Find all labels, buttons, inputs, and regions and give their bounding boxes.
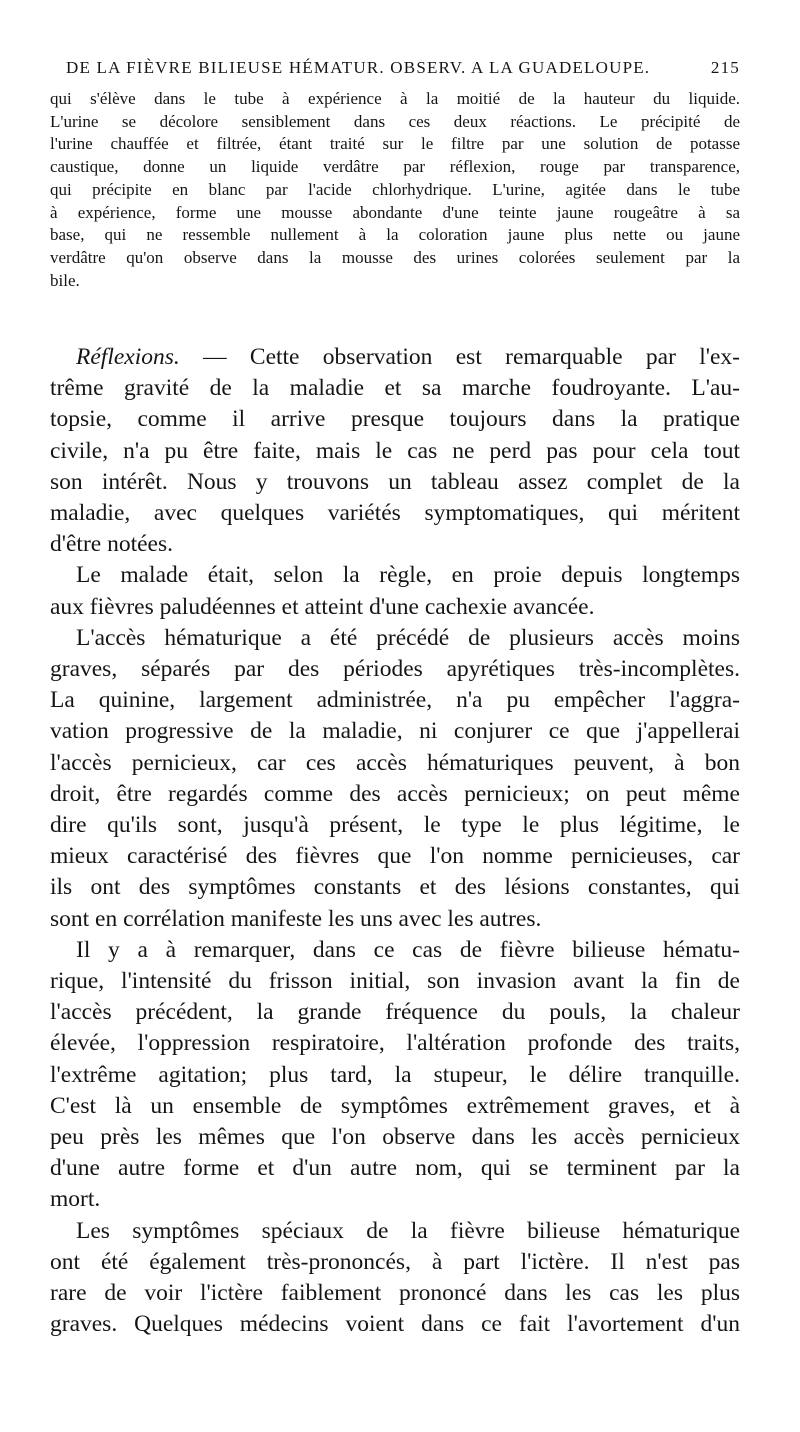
paragraph bbox=[50, 1216, 740, 1341]
text-line: ils ont des symptômes constants et des lésions constantes, qui bbox=[50, 874, 740, 901]
text-line: l'urine chauffée et filtrée, étant traité sur le filtre par une solution de potasse bbox=[50, 134, 740, 154]
text-line: élevée, l'oppression respiratoire, l'altération profonde des traits, bbox=[50, 1030, 740, 1057]
paragraph bbox=[50, 560, 740, 622]
observation-text-small bbox=[50, 88, 740, 292]
reflexions-section bbox=[50, 342, 740, 1341]
text-line: Il y a à remarquer, dans ce cas de fièvre bilieuse hématu- bbox=[76, 936, 740, 963]
text-line: mieux caractérisé des fièvres que l'on nomme pernicieuses, car bbox=[50, 843, 740, 870]
text-line: C'est là un ensemble de symptômes extrêmement graves, et à bbox=[50, 1092, 740, 1119]
paragraph bbox=[50, 935, 740, 1216]
text-line: l'accès précédent, la grande fréquence du pouls, la chaleur bbox=[50, 999, 740, 1026]
text-line: sont en corrélation manifeste les uns avec les autres. bbox=[50, 905, 542, 932]
text-line: d'une autre forme et d'un autre nom, qui se terminent par la bbox=[50, 1155, 740, 1182]
text-line: Le malade était, selon la règle, en proie depuis longtemps bbox=[76, 562, 740, 589]
text-line: graves, séparés par des périodes apyrétiques très-incomplètes. bbox=[50, 656, 740, 683]
text-line: mort. bbox=[50, 1186, 101, 1213]
text-line: qui précipite en blanc par l'acide chlorhydrique. L'urine, agitée dans le tube bbox=[50, 179, 740, 199]
text-line: l'extrême agitation; plus tard, la stupeur, le délire tranquille. bbox=[50, 1061, 740, 1088]
section-lead: Réflexions. bbox=[76, 344, 180, 370]
text-line bbox=[50, 342, 740, 373]
text-line: l'accès pernicieux, car ces accès hématuriques peuvent, à bon bbox=[50, 749, 740, 776]
text-line: caustique, donne un liquide verdâtre par réflexion, rouge par transparence, bbox=[50, 157, 740, 177]
text-line: civile, n'a pu être faite, mais le cas ne perd pas pour cela tout bbox=[50, 437, 740, 464]
text-line: graves. Quelques médecins voient dans ce fait l'avortement d'un bbox=[50, 1311, 740, 1338]
paragraph bbox=[50, 623, 740, 935]
text-line: topsie, comme il arrive presque toujours dans la pratique bbox=[50, 406, 740, 433]
text-line: bile. bbox=[50, 270, 80, 290]
paragraph bbox=[50, 342, 740, 560]
text-line: base, qui ne ressemble nullement à la coloration jaune plus nette ou jaune bbox=[50, 225, 740, 245]
text-line: rare de voir l'ictère faiblement prononcé dans les cas les plus bbox=[50, 1280, 740, 1307]
text-line: droit, être regardés comme des accès pernicieux; on peut même bbox=[50, 780, 740, 807]
text-line: aux fièvres paludéennes et atteint d'une cachexie avancée. bbox=[50, 593, 595, 620]
text-line-rest: — Cette observation est remarquable par l'ex- bbox=[179, 344, 740, 370]
text-line: L'urine se décolore sensiblement dans ces deux réactions. Le précipité de bbox=[50, 111, 740, 131]
running-title: DE LA FIÈVRE BILIEUSE HÉMATUR. OBSERV. A LA GUADELOUPE. bbox=[66, 58, 651, 77]
text-line: La quinine, largement administrée, n'a pu empêcher l'aggra- bbox=[50, 687, 740, 714]
text-line: ont été également très-prononcés, à part l'ictère. Il n'est pas bbox=[50, 1248, 740, 1275]
text-line: qui s'élève dans le tube à expérience à la moitié de la hauteur du liquide. bbox=[50, 89, 740, 108]
text-line: trême gravité de la maladie et sa marche foudroyante. L'au- bbox=[50, 375, 740, 402]
running-header bbox=[50, 58, 740, 80]
text-line: Les symptômes spéciaux de la fièvre bilieuse hématurique bbox=[76, 1217, 740, 1244]
text-line: d'être notées. bbox=[50, 531, 173, 558]
text-line: rique, l'intensité du frisson initial, son invasion avant la fin de bbox=[50, 968, 740, 995]
page-number: 215 bbox=[710, 58, 740, 77]
text-line: son intérêt. Nous y trouvons un tableau assez complet de la bbox=[50, 468, 740, 495]
text-line: dire qu'ils sont, jusqu'à présent, le type le plus légitime, le bbox=[50, 812, 740, 839]
text-line: maladie, avec quelques variétés symptomatiques, qui méritent bbox=[50, 500, 740, 527]
text-line: à expérience, forme une mousse abondante d'une teinte jaune rougeâtre à sa bbox=[50, 202, 740, 222]
text-line: vation progressive de la maladie, ni conjurer ce que j'appellerai bbox=[50, 718, 740, 745]
text-line: L'accès hématurique a été précédé de plusieurs accès moins bbox=[76, 624, 740, 651]
text-line: peu près les mêmes que l'on observe dans les accès pernicieux bbox=[50, 1124, 740, 1151]
text-line: verdâtre qu'on observe dans la mousse des urines colorées seulement par la bbox=[50, 247, 740, 267]
